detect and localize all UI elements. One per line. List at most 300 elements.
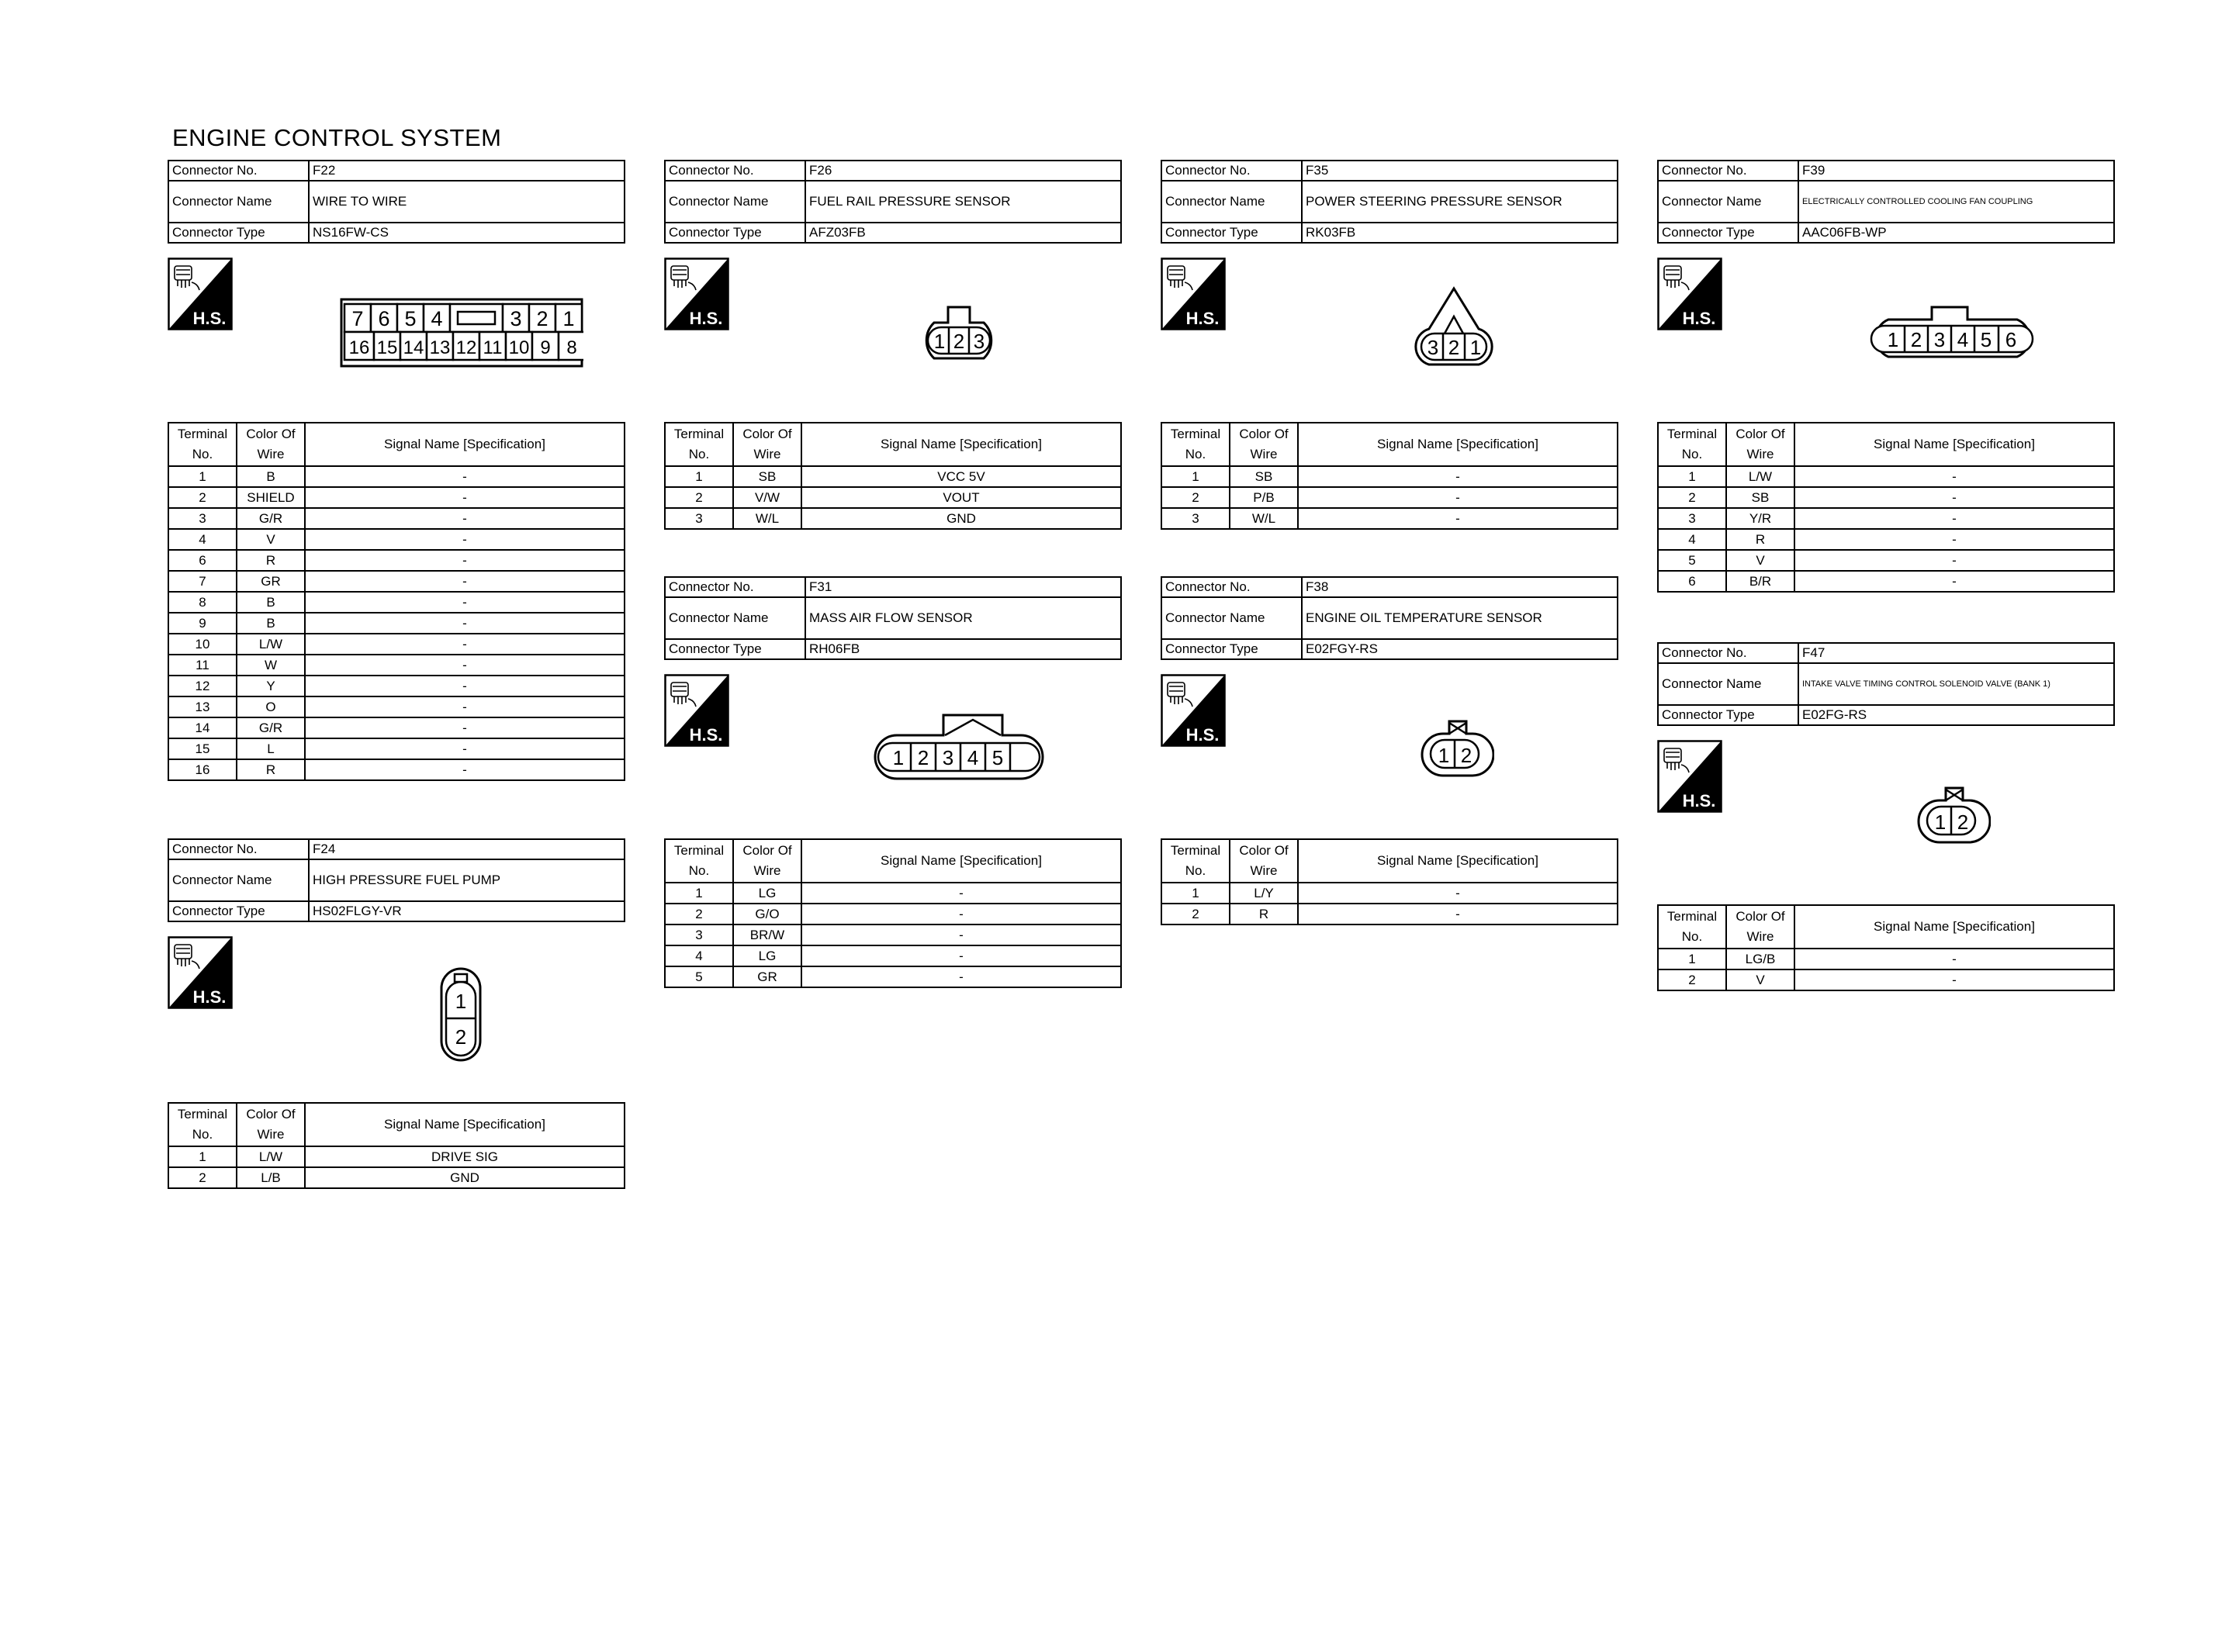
terminal-table bbox=[168, 422, 625, 781]
connector-f22-info bbox=[168, 160, 625, 244]
pin-label: 6 bbox=[2005, 328, 2017, 351]
terminal-table bbox=[168, 1102, 625, 1189]
pin-label: 1 bbox=[1887, 328, 1899, 351]
hs-badge-icon bbox=[1161, 257, 1226, 330]
wire-color-cell: SHIELD bbox=[237, 487, 305, 508]
color-of-wire-header: Color Of Wire bbox=[237, 1103, 305, 1146]
table-row bbox=[1658, 466, 2114, 487]
table-row bbox=[665, 904, 1121, 924]
signal-name-cell: - bbox=[305, 717, 625, 738]
wire-color-cell: V bbox=[1726, 550, 1794, 571]
wire-color-cell: LG bbox=[733, 945, 801, 966]
svg-text:3: 3 bbox=[1427, 336, 1439, 359]
wire-color-cell: B bbox=[237, 466, 305, 487]
connector-type-value: AFZ03FB bbox=[805, 223, 1121, 243]
connector-type-label: Connector Type bbox=[1658, 223, 1798, 243]
connector-type-label: Connector Type bbox=[1161, 223, 1302, 243]
hs-badge-icon bbox=[1657, 257, 1722, 330]
terminal-no-cell: 1 bbox=[665, 883, 733, 904]
terminal-no-header: Terminal No. bbox=[1161, 423, 1230, 466]
wire-color-cell: R bbox=[1726, 529, 1794, 550]
connector-no-value: F24 bbox=[309, 839, 625, 859]
wire-color-cell: R bbox=[1230, 904, 1298, 924]
connector-name-label: Connector Name bbox=[1161, 597, 1302, 639]
svg-text:H.S.: H.S. bbox=[192, 309, 227, 328]
connector-no-value: F35 bbox=[1302, 161, 1618, 181]
terminal-no-cell: 11 bbox=[168, 655, 237, 676]
signal-name-cell: - bbox=[1298, 508, 1618, 529]
table-row bbox=[1658, 487, 2114, 508]
svg-text:2: 2 bbox=[1448, 336, 1460, 359]
svg-text:2: 2 bbox=[1460, 744, 1472, 767]
signal-name-cell: - bbox=[305, 529, 625, 550]
pin-label: 10 bbox=[508, 337, 530, 358]
terminal-no-cell: 2 bbox=[168, 487, 237, 508]
wire-color-cell: G/R bbox=[237, 508, 305, 529]
svg-text:H.S.: H.S. bbox=[192, 987, 227, 1007]
wire-color-cell: W/L bbox=[733, 508, 801, 529]
terminal-no-cell: 6 bbox=[168, 550, 237, 571]
connector-f35 bbox=[1161, 160, 1618, 244]
connector-f26-terminals bbox=[664, 422, 1122, 530]
hs-badge-icon bbox=[1657, 740, 1722, 813]
connector-type-label: Connector Type bbox=[665, 639, 805, 659]
connector-no-value: F47 bbox=[1798, 643, 2114, 663]
table-row bbox=[168, 592, 625, 613]
connector-f24-terminals bbox=[168, 1102, 625, 1189]
connector-no-value: F39 bbox=[1798, 161, 2114, 181]
terminal-table bbox=[1161, 422, 1618, 530]
signal-name-cell: - bbox=[305, 487, 625, 508]
wire-color-cell: LG/B bbox=[1726, 949, 1794, 969]
terminal-no-header: Terminal No. bbox=[168, 423, 237, 466]
pin-label: 8 bbox=[566, 337, 577, 358]
terminal-no-cell: 1 bbox=[665, 466, 733, 487]
connector-no-label: Connector No. bbox=[1658, 643, 1798, 663]
terminal-no-header: Terminal No. bbox=[1658, 423, 1726, 466]
wire-color-cell: GR bbox=[733, 966, 801, 987]
terminal-no-cell: 3 bbox=[1161, 508, 1230, 529]
terminal-no-cell: 2 bbox=[1658, 487, 1726, 508]
connector-type-label: Connector Type bbox=[168, 901, 309, 921]
terminal-no-header: Terminal No. bbox=[1658, 905, 1726, 949]
wire-color-cell: LG bbox=[733, 883, 801, 904]
table-row bbox=[1658, 969, 2114, 990]
table-row bbox=[1658, 508, 2114, 529]
signal-name-cell: - bbox=[801, 924, 1121, 945]
terminal-no-cell: 3 bbox=[665, 508, 733, 529]
table-row bbox=[168, 529, 625, 550]
connector-f35-terminals bbox=[1161, 422, 1618, 530]
svg-text:5: 5 bbox=[991, 746, 1004, 769]
signal-name-cell: - bbox=[305, 592, 625, 613]
pin-label: 4 bbox=[1957, 328, 1969, 351]
connector-f38-terminals bbox=[1161, 838, 1618, 925]
connector-no-value: F38 bbox=[1302, 577, 1618, 597]
terminal-no-cell: 7 bbox=[168, 571, 237, 592]
table-row bbox=[168, 1167, 625, 1188]
svg-text:1: 1 bbox=[1469, 336, 1482, 359]
connector-f39-terminals bbox=[1657, 422, 2115, 593]
terminal-no-cell: 1 bbox=[168, 466, 237, 487]
table-row bbox=[168, 508, 625, 529]
terminal-no-cell: 2 bbox=[665, 904, 733, 924]
signal-name-cell: - bbox=[1794, 529, 2114, 550]
terminal-no-header: Terminal No. bbox=[1161, 839, 1230, 883]
pin-label: 2 bbox=[1910, 328, 1922, 351]
connector-f38-diagram bbox=[1415, 718, 1494, 779]
connector-no-label: Connector No. bbox=[1658, 161, 1798, 181]
terminal-no-cell: 4 bbox=[665, 945, 733, 966]
connector-name-label: Connector Name bbox=[168, 859, 309, 901]
svg-text:2: 2 bbox=[1957, 810, 1969, 834]
signal-name-cell: - bbox=[305, 613, 625, 634]
connector-f22 bbox=[168, 160, 625, 244]
hs-badge-icon bbox=[168, 936, 233, 1009]
terminal-no-cell: 2 bbox=[1658, 969, 1726, 990]
signal-name-header: Signal Name [Specification] bbox=[801, 839, 1121, 883]
table-row bbox=[1161, 904, 1618, 924]
svg-text:3: 3 bbox=[942, 746, 954, 769]
signal-name-cell: VOUT bbox=[801, 487, 1121, 508]
signal-name-cell: - bbox=[305, 634, 625, 655]
connector-type-value: RH06FB bbox=[805, 639, 1121, 659]
terminal-no-header: Terminal No. bbox=[665, 423, 733, 466]
connector-f31-terminals bbox=[664, 838, 1122, 988]
signal-name-header: Signal Name [Specification] bbox=[305, 1103, 625, 1146]
signal-name-cell: - bbox=[305, 676, 625, 696]
connector-f22-terminals bbox=[168, 422, 625, 781]
connector-f47-terminals bbox=[1657, 904, 2115, 991]
table-row bbox=[168, 676, 625, 696]
pin-label: 3 bbox=[510, 307, 522, 330]
color-of-wire-header: Color Of Wire bbox=[1230, 423, 1298, 466]
wire-color-cell: V/W bbox=[733, 487, 801, 508]
connector-f31-diagram bbox=[867, 712, 1050, 783]
svg-text:1: 1 bbox=[1438, 744, 1450, 767]
connector-f35-diagram bbox=[1401, 285, 1507, 366]
wire-color-cell: R bbox=[237, 550, 305, 571]
terminal-no-cell: 13 bbox=[168, 696, 237, 717]
terminal-no-cell: 1 bbox=[1161, 466, 1230, 487]
wire-color-cell: P/B bbox=[1230, 487, 1298, 508]
wire-color-cell: B/R bbox=[1726, 571, 1794, 592]
connector-f39-diagram bbox=[1860, 304, 2043, 360]
table-row bbox=[168, 655, 625, 676]
pin-label: 5 bbox=[404, 307, 417, 330]
signal-name-cell: - bbox=[305, 655, 625, 676]
terminal-table bbox=[664, 422, 1122, 530]
signal-name-header: Signal Name [Specification] bbox=[1298, 839, 1618, 883]
connector-name-value: ENGINE OIL TEMPERATURE SENSOR bbox=[1302, 597, 1618, 639]
connector-no-label: Connector No. bbox=[1161, 161, 1302, 181]
table-row bbox=[1161, 883, 1618, 904]
pin-label: 16 bbox=[348, 337, 370, 358]
svg-text:1: 1 bbox=[892, 746, 905, 769]
signal-name-cell: - bbox=[1794, 571, 2114, 592]
table-row bbox=[168, 466, 625, 487]
connector-no-label: Connector No. bbox=[168, 839, 309, 859]
connector-name-label: Connector Name bbox=[665, 597, 805, 639]
table-row bbox=[1658, 571, 2114, 592]
signal-name-cell: - bbox=[801, 966, 1121, 987]
terminal-no-cell: 3 bbox=[1658, 508, 1726, 529]
table-row bbox=[1161, 466, 1618, 487]
connector-name-value: MASS AIR FLOW SENSOR bbox=[805, 597, 1121, 639]
terminal-no-cell: 2 bbox=[1161, 487, 1230, 508]
svg-text:4: 4 bbox=[967, 746, 979, 769]
signal-name-cell: - bbox=[1794, 949, 2114, 969]
terminal-no-cell: 1 bbox=[1161, 883, 1230, 904]
svg-text:H.S.: H.S. bbox=[1682, 309, 1716, 328]
terminal-no-cell: 1 bbox=[168, 1146, 237, 1167]
signal-name-cell: - bbox=[1298, 466, 1618, 487]
terminal-no-header: Terminal No. bbox=[168, 1103, 237, 1146]
color-of-wire-header: Color Of Wire bbox=[1726, 423, 1794, 466]
table-row bbox=[168, 634, 625, 655]
table-row bbox=[168, 613, 625, 634]
pin-label: 5 bbox=[1980, 328, 1992, 351]
connector-type-value: E02FG-RS bbox=[1798, 705, 2114, 725]
connector-no-label: Connector No. bbox=[665, 161, 805, 181]
hs-badge-icon bbox=[664, 257, 729, 330]
signal-name-header: Signal Name [Specification] bbox=[1794, 905, 2114, 949]
signal-name-cell: - bbox=[305, 571, 625, 592]
table-row bbox=[665, 883, 1121, 904]
connector-f24 bbox=[168, 838, 625, 922]
color-of-wire-header: Color Of Wire bbox=[1230, 839, 1298, 883]
table-row bbox=[168, 487, 625, 508]
connector-f47 bbox=[1657, 642, 2115, 726]
svg-text:1: 1 bbox=[1934, 810, 1947, 834]
connector-no-value: F26 bbox=[805, 161, 1121, 181]
svg-text:3: 3 bbox=[973, 330, 985, 353]
terminal-no-cell: 4 bbox=[1658, 529, 1726, 550]
terminal-no-cell: 2 bbox=[665, 487, 733, 508]
table-row bbox=[665, 466, 1121, 487]
table-row bbox=[1658, 949, 2114, 969]
table-row bbox=[665, 924, 1121, 945]
svg-text:H.S.: H.S. bbox=[1682, 791, 1716, 810]
wire-color-cell: L/B bbox=[237, 1167, 305, 1188]
wire-color-cell: SB bbox=[1230, 466, 1298, 487]
wire-color-cell: BR/W bbox=[733, 924, 801, 945]
signal-name-cell: - bbox=[305, 759, 625, 780]
connector-no-label: Connector No. bbox=[1161, 577, 1302, 597]
terminal-no-cell: 15 bbox=[168, 738, 237, 759]
terminal-no-cell: 16 bbox=[168, 759, 237, 780]
connector-name-value: FUEL RAIL PRESSURE SENSOR bbox=[805, 181, 1121, 223]
terminal-no-cell: 1 bbox=[1658, 466, 1726, 487]
connector-f47-diagram bbox=[1912, 785, 1991, 845]
pin-label: 13 bbox=[429, 337, 451, 358]
wire-color-cell: GR bbox=[237, 571, 305, 592]
pin-label: 12 bbox=[455, 337, 477, 358]
wire-color-cell: L/Y bbox=[1230, 883, 1298, 904]
table-row bbox=[168, 759, 625, 780]
signal-name-cell: - bbox=[801, 883, 1121, 904]
wire-color-cell: B bbox=[237, 613, 305, 634]
svg-text:2: 2 bbox=[917, 746, 929, 769]
wire-color-cell: V bbox=[237, 529, 305, 550]
table-row bbox=[168, 1146, 625, 1167]
terminal-no-cell: 4 bbox=[168, 529, 237, 550]
terminal-no-cell: 9 bbox=[168, 613, 237, 634]
signal-name-cell: - bbox=[1298, 487, 1618, 508]
connector-type-label: Connector Type bbox=[1658, 705, 1798, 725]
connector-name-value: WIRE TO WIRE bbox=[309, 181, 625, 223]
connector-name-label: Connector Name bbox=[1658, 181, 1798, 223]
signal-name-header: Signal Name [Specification] bbox=[1298, 423, 1618, 466]
wire-color-cell: Y/R bbox=[1726, 508, 1794, 529]
table-row bbox=[1658, 529, 2114, 550]
pin-label: 2 bbox=[536, 307, 549, 330]
color-of-wire-header: Color Of Wire bbox=[1726, 905, 1794, 949]
signal-name-cell: DRIVE SIG bbox=[305, 1146, 625, 1167]
signal-name-cell: - bbox=[305, 550, 625, 571]
connector-name-value: HIGH PRESSURE FUEL PUMP bbox=[309, 859, 625, 901]
connector-type-label: Connector Type bbox=[168, 223, 309, 243]
wire-color-cell: O bbox=[237, 696, 305, 717]
signal-name-cell: - bbox=[305, 508, 625, 529]
signal-name-cell: - bbox=[1794, 466, 2114, 487]
connector-name-value: INTAKE VALVE TIMING CONTROL SOLENOID VALVE (BANK 1) bbox=[1798, 663, 2114, 705]
connector-f26 bbox=[664, 160, 1122, 244]
hs-badge-icon bbox=[1161, 674, 1226, 747]
connector-f31 bbox=[664, 576, 1122, 660]
wire-color-cell: G/O bbox=[733, 904, 801, 924]
color-of-wire-header: Color Of Wire bbox=[237, 423, 305, 466]
wire-color-cell: L bbox=[237, 738, 305, 759]
terminal-no-cell: 5 bbox=[1658, 550, 1726, 571]
connector-f39 bbox=[1657, 160, 2115, 244]
terminal-no-cell: 1 bbox=[1658, 949, 1726, 969]
connector-name-label: Connector Name bbox=[665, 181, 805, 223]
connector-type-label: Connector Type bbox=[665, 223, 805, 243]
terminal-table bbox=[1161, 838, 1618, 925]
hs-badge-icon bbox=[664, 674, 729, 747]
table-row bbox=[168, 550, 625, 571]
terminal-no-cell: 2 bbox=[168, 1167, 237, 1188]
connector-type-value: RK03FB bbox=[1302, 223, 1618, 243]
connector-name-label: Connector Name bbox=[1658, 663, 1798, 705]
pin-label: 3 bbox=[1933, 328, 1946, 351]
table-row bbox=[1161, 487, 1618, 508]
svg-text:1: 1 bbox=[933, 330, 946, 353]
table-row bbox=[168, 696, 625, 717]
terminal-no-cell: 14 bbox=[168, 717, 237, 738]
connector-type-value: NS16FW-CS bbox=[309, 223, 625, 243]
terminal-no-cell: 5 bbox=[665, 966, 733, 987]
signal-name-cell: GND bbox=[305, 1167, 625, 1188]
signal-name-cell: - bbox=[305, 738, 625, 759]
table-row bbox=[665, 966, 1121, 987]
terminal-table bbox=[664, 838, 1122, 988]
pin-label: 1 bbox=[562, 307, 575, 330]
pin-label: 4 bbox=[431, 307, 443, 330]
connector-name-value: ELECTRICALLY CONTROLLED COOLING FAN COUPLING bbox=[1798, 181, 2114, 223]
hs-badge-label bbox=[168, 257, 233, 330]
wire-color-cell: SB bbox=[733, 466, 801, 487]
wire-color-cell: R bbox=[237, 759, 305, 780]
connector-type-value: E02FGY-RS bbox=[1302, 639, 1618, 659]
signal-name-cell: - bbox=[1794, 550, 2114, 571]
connector-name-label: Connector Name bbox=[1161, 181, 1302, 223]
signal-name-header: Signal Name [Specification] bbox=[305, 423, 625, 466]
signal-name-header: Signal Name [Specification] bbox=[801, 423, 1121, 466]
connector-no-label: Connector No. bbox=[665, 577, 805, 597]
wire-color-cell: SB bbox=[1726, 487, 1794, 508]
color-of-wire-header: Color Of Wire bbox=[733, 839, 801, 883]
table-row bbox=[665, 487, 1121, 508]
terminal-no-cell: 6 bbox=[1658, 571, 1726, 592]
wire-color-cell: W bbox=[237, 655, 305, 676]
signal-name-cell: - bbox=[801, 945, 1121, 966]
signal-name-cell: - bbox=[1794, 969, 2114, 990]
connector-no-value: F31 bbox=[805, 577, 1121, 597]
svg-text:1: 1 bbox=[455, 990, 467, 1013]
terminal-no-cell: 3 bbox=[168, 508, 237, 529]
pin-label: 15 bbox=[376, 337, 398, 358]
connector-no-label: Connector No. bbox=[168, 161, 309, 181]
signal-name-cell: - bbox=[305, 696, 625, 717]
signal-name-cell: - bbox=[1298, 904, 1618, 924]
signal-name-cell: - bbox=[1794, 508, 2114, 529]
table-row bbox=[168, 571, 625, 592]
table-row bbox=[665, 945, 1121, 966]
wire-color-cell: Y bbox=[237, 676, 305, 696]
connector-no-value: F22 bbox=[309, 161, 625, 181]
table-row bbox=[168, 738, 625, 759]
page-title: ENGINE CONTROL SYSTEM bbox=[172, 124, 502, 151]
signal-name-cell: - bbox=[1794, 487, 2114, 508]
connector-type-label: Connector Type bbox=[1161, 639, 1302, 659]
wire-color-cell: V bbox=[1726, 969, 1794, 990]
wire-color-cell: L/W bbox=[1726, 466, 1794, 487]
connector-type-value: HS02FLGY-VR bbox=[309, 901, 625, 921]
wire-color-cell: W/L bbox=[1230, 508, 1298, 529]
pin-label: 7 bbox=[351, 307, 364, 330]
pin-label: 6 bbox=[378, 307, 390, 330]
pin-label: 9 bbox=[540, 337, 551, 358]
pin-label: 14 bbox=[403, 337, 424, 358]
terminal-no-cell: 10 bbox=[168, 634, 237, 655]
color-of-wire-header: Color Of Wire bbox=[733, 423, 801, 466]
terminal-no-cell: 2 bbox=[1161, 904, 1230, 924]
wire-color-cell: G/R bbox=[237, 717, 305, 738]
svg-text:H.S.: H.S. bbox=[1185, 309, 1220, 328]
svg-text:H.S.: H.S. bbox=[689, 309, 723, 328]
signal-name-cell: - bbox=[1298, 883, 1618, 904]
svg-text:H.S.: H.S. bbox=[689, 725, 723, 745]
terminal-table bbox=[1657, 422, 2115, 593]
table-row bbox=[168, 717, 625, 738]
connector-f24-diagram bbox=[439, 966, 483, 1063]
connector-f38 bbox=[1161, 576, 1618, 660]
signal-name-cell: VCC 5V bbox=[801, 466, 1121, 487]
connector-f26-diagram bbox=[906, 304, 1012, 360]
connector-f22-diagram bbox=[340, 298, 583, 368]
connector-name-label: Connector Name bbox=[168, 181, 309, 223]
connector-name-value: POWER STEERING PRESSURE SENSOR bbox=[1302, 181, 1618, 223]
wire-color-cell: L/W bbox=[237, 1146, 305, 1167]
terminal-no-cell: 3 bbox=[665, 924, 733, 945]
table-row bbox=[1658, 550, 2114, 571]
terminal-no-cell: 12 bbox=[168, 676, 237, 696]
signal-name-header: Signal Name [Specification] bbox=[1794, 423, 2114, 466]
terminal-no-header: Terminal No. bbox=[665, 839, 733, 883]
svg-text:2: 2 bbox=[455, 1025, 467, 1049]
